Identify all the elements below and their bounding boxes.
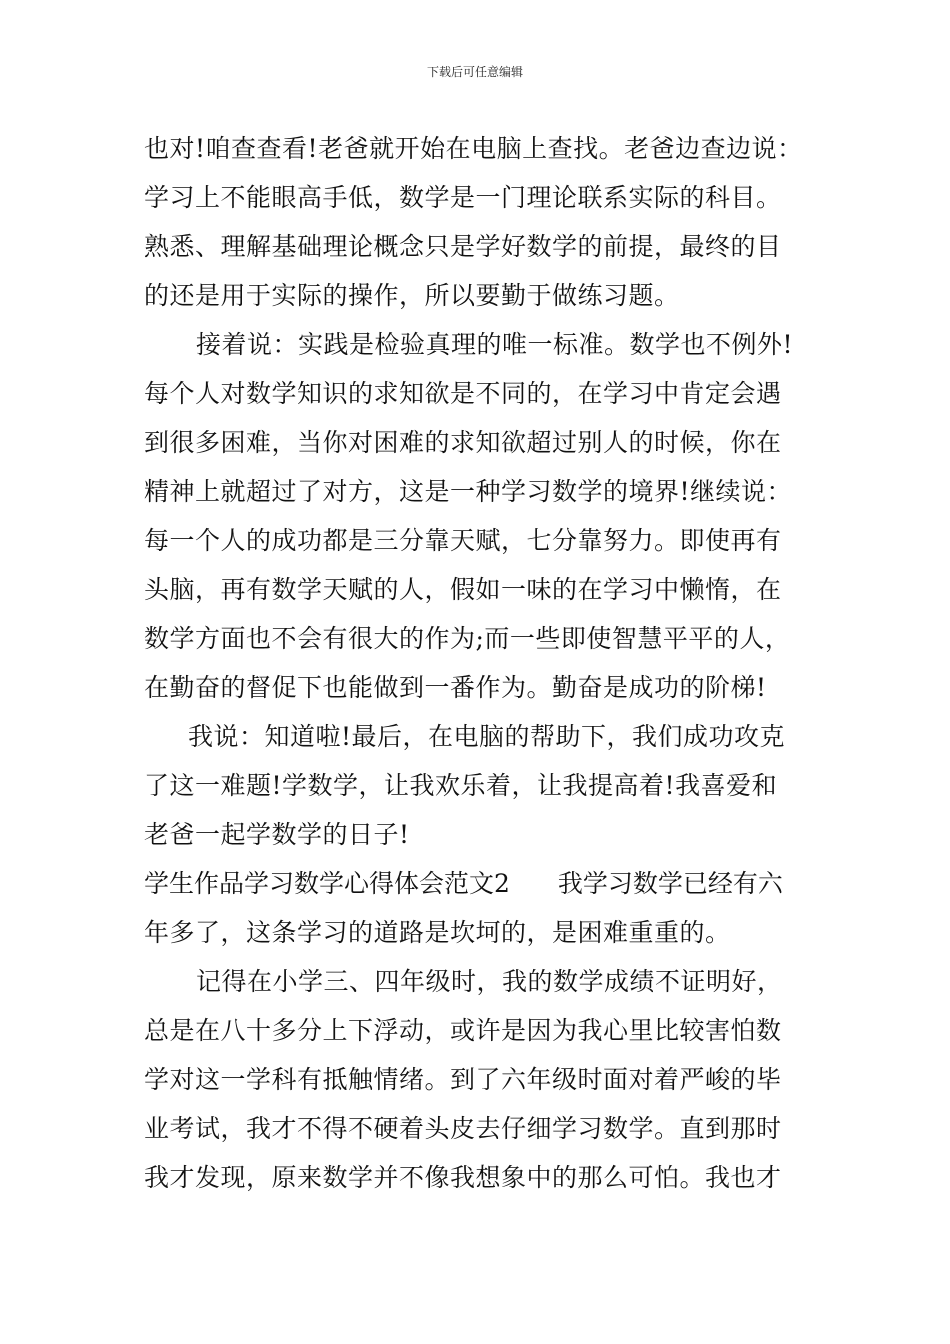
section-title: 学生作品学习数学心得体会范文2 <box>144 869 510 898</box>
text-line: 的还是用于实际的操作，所以要勤于做练习题。 <box>144 281 680 310</box>
heading-gap <box>510 859 558 908</box>
text-line: 业考试，我才不得不硬着头皮去仔细学习数学。直到那时 <box>144 1114 782 1143</box>
text-line: 我才发现，原来数学并不像我想象中的那么可怕。我也才 <box>144 1163 782 1192</box>
section-heading-line <box>144 859 814 908</box>
text-line: 数学方面也不会有很大的作为;而一些即使智慧平平的人， <box>144 624 791 653</box>
text-line: 每个人对数学知识的求知欲是不同的，在学习中肯定会遇 <box>144 379 782 408</box>
text-line: 总是在八十多分上下浮动，或许是因为我心里比较害怕数 <box>144 1016 782 1045</box>
text-line: 了这一难题!学数学，让我欢乐着，让我提高着!我喜爱和 <box>144 771 778 800</box>
text-line: 也对!咱查查看!老爸就开始在电脑上查找。老爸边查边说： <box>144 134 803 163</box>
text-line: 精神上就超过了对方，这是一种学习数学的境界!继续说： <box>144 477 793 506</box>
text-line: 学对这一学科有抵触情绪。到了六年级时面对着严峻的毕 <box>144 1065 782 1094</box>
page-header: 下载后可任意编辑 <box>426 65 523 79</box>
paragraph-start-line: 我说：知道啦!最后，在电脑的帮助下，我们成功攻克 <box>188 722 786 751</box>
text-line: 年多了，这条学习的道路是坎坷的，是困难重重的。 <box>144 918 731 947</box>
text-line: 熟悉、理解基础理论概念只是学好数学的前提，最终的目 <box>144 232 782 261</box>
document-body <box>144 124 814 1202</box>
text-line: 老爸一起学数学的日子! <box>144 820 410 849</box>
text-line: 到很多困难，当你对困难的求知欲超过别人的时候，你在 <box>144 428 782 457</box>
paragraph-start-line: 记得在小学三、四年级时，我的数学成绩不证明好， <box>196 967 783 996</box>
text-line: 学习上不能眼高手低，数学是一门理论联系实际的科目。 <box>144 183 782 212</box>
text-line: 每一个人的成功都是三分靠天赋，七分靠努力。即使再有 <box>144 526 782 555</box>
section-continuation: 我学习数学已经有六 <box>557 869 783 898</box>
text-line: 头脑，再有数学天赋的人，假如一味的在学习中懒惰，在 <box>144 575 782 604</box>
paragraph-start-line: 接着说：实践是检验真理的唯一标准。数学也不例外! <box>196 330 794 359</box>
text-line: 在勤奋的督促下也能做到一番作为。勤奋是成功的阶梯! <box>144 673 767 702</box>
